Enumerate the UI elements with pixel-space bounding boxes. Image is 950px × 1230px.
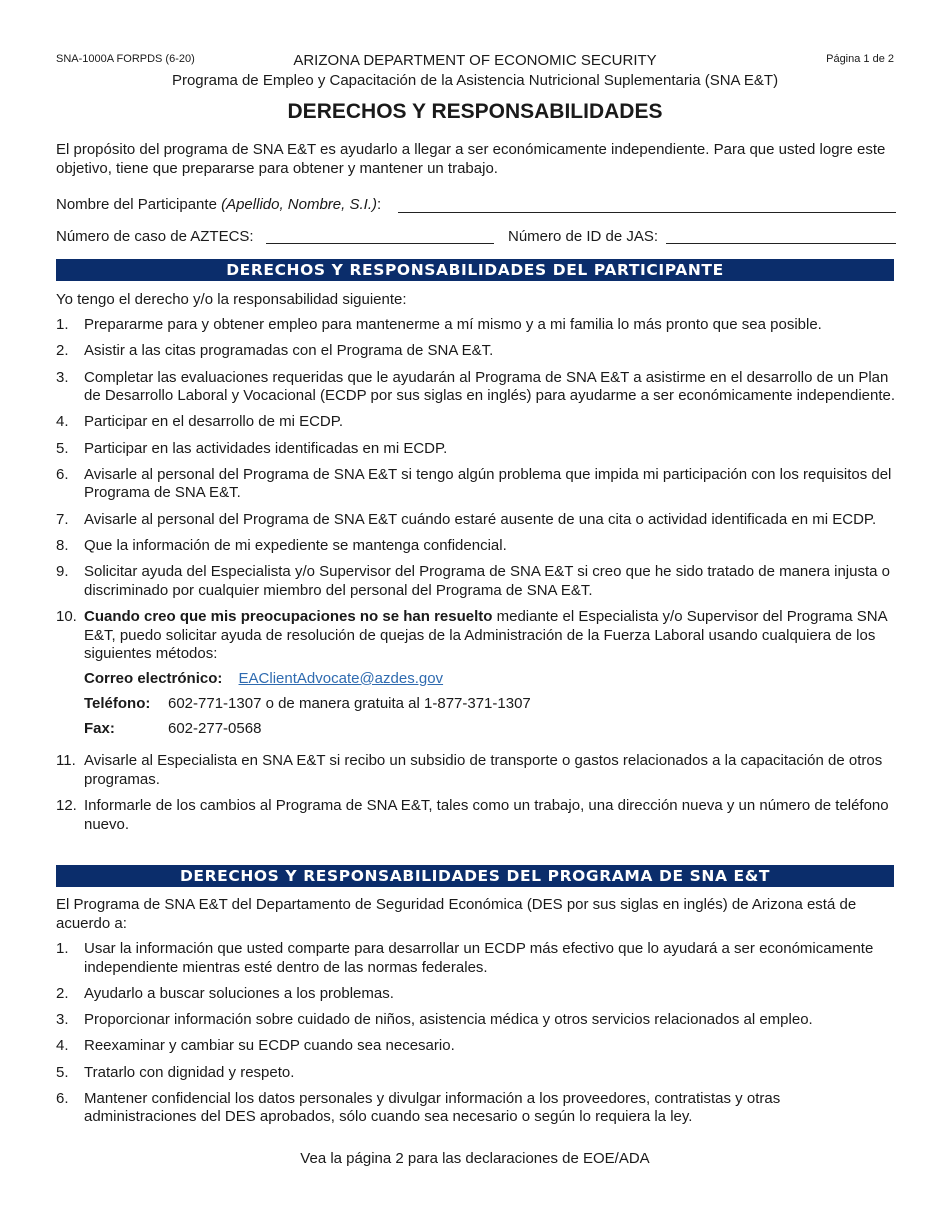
participant-section-heading: DERECHOS Y RESPONSABILIDADES DEL PARTICIPANTE [56,259,894,281]
item-text: Solicitar ayuda del Especialista y/o Supervisor del Programa de SNA E&T si creo que he sido tratado de manera injusta o discriminado por cualquier miembro del personal del Programa de SNA E&T. [84,563,890,599]
fax-value: 602-277-0568 [168,719,262,737]
item-text: Asistir a las citas programadas con el Programa de SNA E&T. [84,342,494,360]
item-number: 7. [56,510,69,528]
item-text: Avisarle al personal del Programa de SNA E&T si tengo algún problema que impida mi participación con los requisitos del Programa de SNA E&T. [84,465,892,502]
list-item-complaints [56,608,896,745]
list-item [56,440,896,459]
list-item [56,342,896,361]
list-item [56,1011,896,1030]
item-text: Participar en las actividades identificadas en mi ECDP. [84,439,448,457]
participant-name-label [56,196,381,213]
item-text: Usar la información que usted comparte para desarrollar un ECDP más efectivo que lo ayudará a ser económicamente independiente mientras esté dentro de las normas federales. [84,940,874,976]
item-number: 5. [56,1063,69,1081]
list-item [56,1064,896,1083]
phone-label: Teléfono: [84,694,151,712]
item-number: 2. [56,984,69,1002]
item-number: 6. [56,465,69,483]
contact-phone-row [84,695,531,714]
jas-id-field[interactable] [666,243,896,244]
form-id: SNA-1000A FORPDS (6-20) [56,53,195,65]
item-text: Informarle de los cambios al Programa de SNA E&T, tales como un trabajo, una dirección nueva y un número de teléfono nuevo. [84,797,889,833]
list-item [56,797,896,834]
agency-name: ARIZONA DEPARTMENT OF ECONOMIC SECURITY [293,52,657,69]
item-number: 1. [56,316,69,333]
contact-email-row [84,670,443,689]
email-label: Correo electrónico: [84,669,223,687]
item-text-bold: Cuando creo que mis preocupaciones no se han resuelto [84,608,493,626]
case-number-label: Número de caso de AZTECS: [56,228,254,245]
jas-id-label: Número de ID de JAS: [508,228,659,245]
participant-section-lead: Yo tengo el derecho y/o la responsabilidad siguiente: [56,291,407,308]
item-number: 4. [56,413,69,431]
item-number: 3. [56,368,69,386]
email-link[interactable]: EAClientAdvocate@azdes.gov [238,669,444,687]
item-number: 10. [56,608,77,626]
list-item [56,369,896,406]
item-number: 1. [56,940,69,957]
item-number: 12. [56,797,77,815]
list-item [56,1037,896,1056]
intro-paragraph: El propósito del programa de SNA E&T es ayudarlo a llegar a ser económicamente independiente. Para que usted logre este objetivo, tiene que prepararse para obtener y mantener un trabajo. [56,141,886,177]
item-text: Avisarle al personal del Programa de SNA E&T cuándo estaré ausente de una cita o actividad identificada en mi ECDP. [84,510,877,528]
footer-note: Vea la página 2 para las declaraciones de EOE/ADA [300,1150,650,1167]
item-text: mediante el Especialista y/o Supervisor del Programa SNA E&T, puedo solicitar ayuda de resolución de quejas de la Administración de la Fuerza Laboral usando cualquiera de los siguientes métodos: [84,608,887,663]
fax-label: Fax: [84,719,115,737]
item-text: Avisarle al Especialista en SNA E&T si recibo un subsidio de transporte o gastos relacionados a la capacitación de otros programas. [84,752,883,788]
item-number: 11. [56,752,76,770]
item-text: Ayudarlo a buscar soluciones a los problemas. [84,984,394,1002]
list-item [56,316,896,335]
item-number: 8. [56,537,69,555]
list-item [56,752,896,789]
item-number: 6. [56,1089,69,1107]
participant-label-hint: (Apellido, Nombre, S.I.) [221,196,377,213]
participant-name-field[interactable] [398,212,896,213]
item-number: 9. [56,563,69,581]
item-text: Reexaminar y cambiar su ECDP cuando sea necesario. [84,1037,455,1055]
item-number: 5. [56,439,69,457]
program-commitments-list [56,940,896,1135]
case-number-field[interactable] [266,243,494,244]
page-title: DERECHOS Y RESPONSABILIDADES [287,100,663,123]
list-item [56,466,896,503]
item-text: Mantener confidencial los datos personales y divulgar información a los proveedores, contratistas y otras administraciones del DES aprobados, sólo cuando sea necesario o según lo requiera la ley. [84,1089,781,1126]
contact-methods [84,670,896,745]
list-item [56,413,896,432]
page-number: Página 1 de 2 [826,53,894,65]
item-text: Completar las evaluaciones requeridas que le ayudarán al Programa de SNA E&T a asistirme en el desarrollo de un Plan de Desarrollo Laboral y Vocacional (ECDP por sus siglas en inglés) para ayudarme a ser económicamente independiente. [84,368,896,405]
participant-label-colon: : [376,196,382,213]
list-item [56,537,896,556]
phone-value: 602-771-1307 o de manera gratuita al 1-877-371-1307 [168,694,531,712]
item-number: 4. [56,1037,69,1055]
list-item [56,1090,896,1127]
list-item [56,985,896,1004]
item-text: Tratarlo con dignidad y respeto. [84,1063,295,1081]
item-text: Proporcionar información sobre cuidado de niños, asistencia médica y otros servicios relacionados al empleo. [84,1011,813,1029]
list-item [56,511,896,530]
contact-fax-row [84,720,261,739]
item-text: Prepararme para y obtener empleo para mantenerme a mí mismo y a mi familia lo más pronto que sea posible. [84,316,822,333]
program-section-heading: DERECHOS Y RESPONSABILIDADES DEL PROGRAMA DE SNA E&T [56,865,894,887]
participant-label-text: Nombre del Participante [56,196,217,213]
list-item [56,563,896,600]
item-number: 3. [56,1011,69,1029]
program-section-lead: El Programa de SNA E&T del Departamento de Seguridad Económica (DES por sus siglas en inglés) de Arizona está de acuerdo a: [56,896,857,932]
item-text: Participar en el desarrollo de mi ECDP. [84,413,344,431]
item-text: Que la información de mi expediente se mantenga confidencial. [84,537,507,555]
participant-rights-list [56,316,896,842]
program-name: Programa de Empleo y Capacitación de la Asistencia Nutricional Suplementaria (SNA E&T) [171,72,779,89]
list-item [56,940,896,977]
item-number: 2. [56,342,69,360]
